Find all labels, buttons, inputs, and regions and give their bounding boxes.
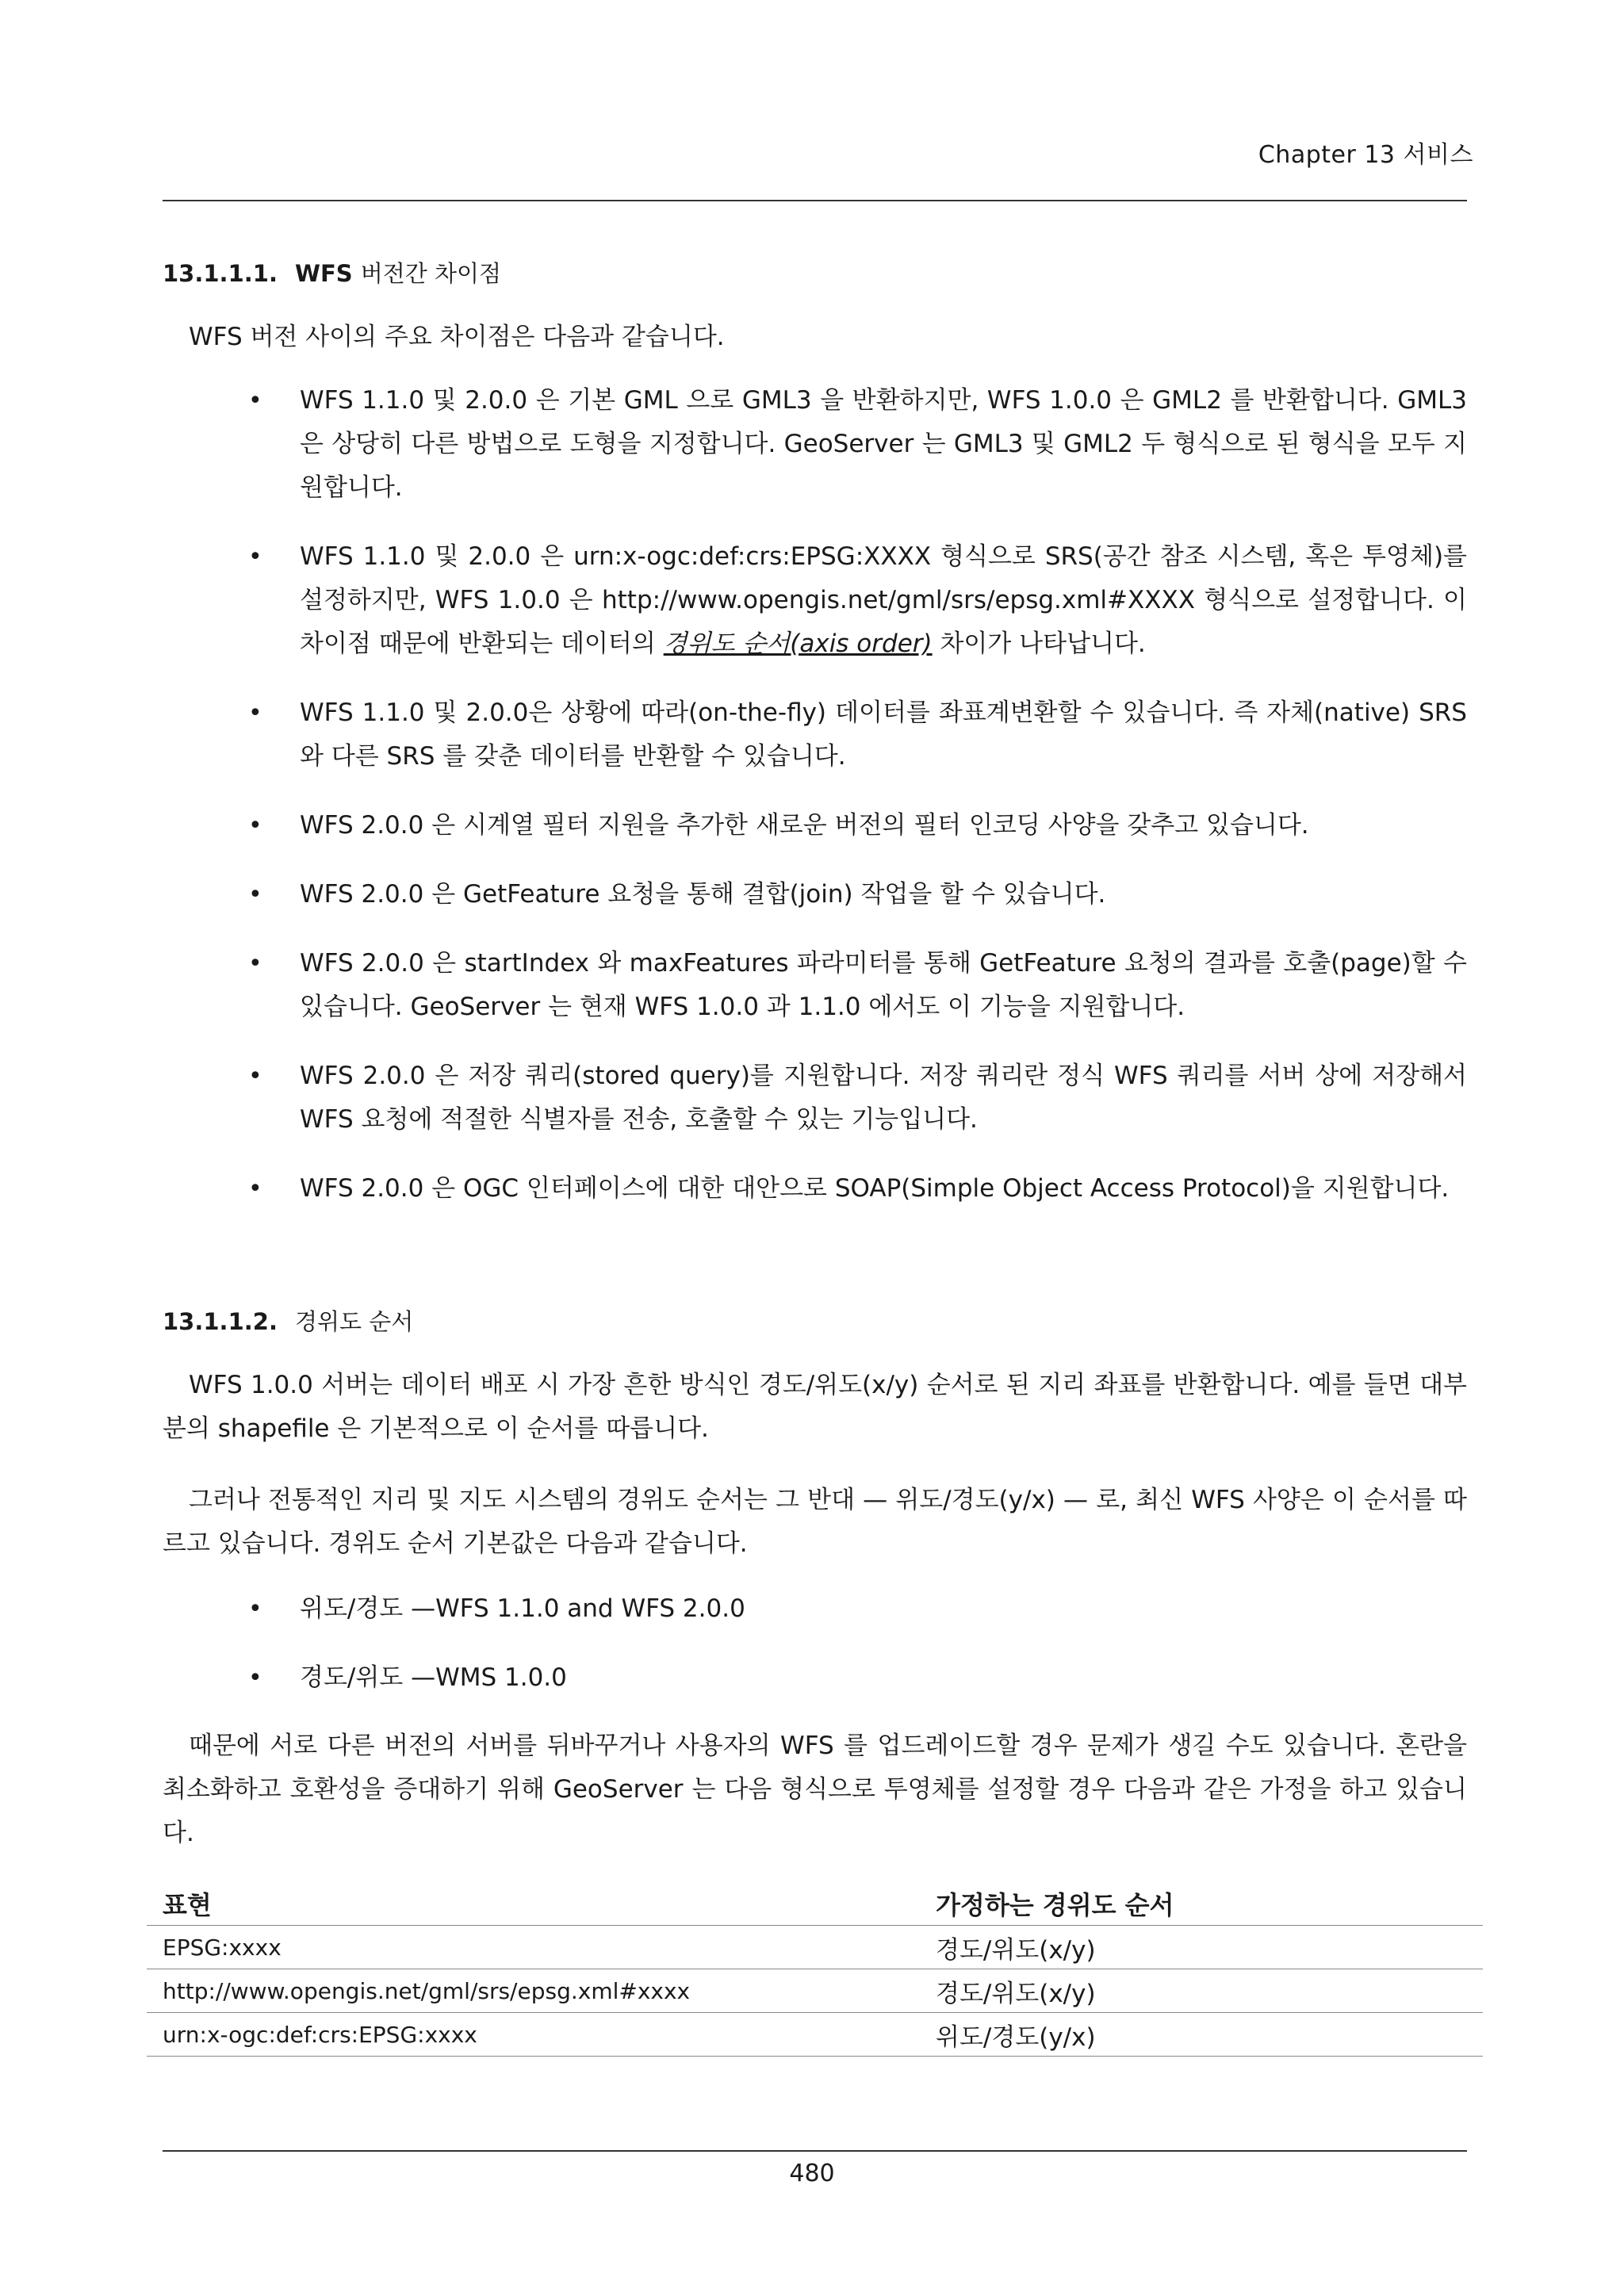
table-row [147,1969,1483,2013]
bullet-icon: • [248,543,262,571]
paragraph: 그러나 전통적인 지리 및 지도 시스템의 경위도 순서는 그 반대 — 위도/경도(y/x) — 로, 최신 WFS 사양은 이 순서를 따르고 있습니다. 경위도 순서 기본값은 다음과 같습니다. [163,1486,1467,1558]
list-item: • 경도/위도 —WMS 1.0.0 [163,1656,1467,1700]
bullet-icon: • [248,1664,262,1692]
page-number: 480 [789,2160,835,2187]
table-header-row [147,1885,1483,1926]
bullet-icon: • [248,1062,262,1090]
axis-order-table [147,1885,1483,2057]
list-item: • WFS 2.0.0 은 시계열 필터 지원을 추가한 새로운 버전의 필터 인코딩 사양을 갖추고 있습니다. [163,804,1467,848]
running-header: Chapter 13 서비스 [1258,141,1473,169]
list-item: • 위도/경도 —WFS 1.1.0 and WFS 2.0.0 [163,1587,1467,1631]
section-title: 버전간 차이점 [360,260,502,287]
difference-list [163,379,1467,1211]
list-item: • WFS 2.0.0 은 저장 쿼리(stored query)를 지원합니다. 저장 쿼리란 정식 WFS 쿼리를 서버 상에 저장해서 WFS 요청에 적절한 식별자를 전송, 호출할 수 있는 기능입니다. [163,1054,1467,1142]
list-item: • WFS 1.1.0 및 2.0.0 은 기본 GML 으로 GML3 을 반환하지만, WFS 1.0.0 은 GML2 를 반환합니다. GML3 은 상당히 다른 방법으로 도형을 지정합니다. GeoServer 는 GML3 및 GML2 두 형식으로 된 형식을 모두 지원합니다. [163,379,1467,510]
bullet-icon: • [248,1175,262,1203]
table-row [147,1926,1483,1969]
section-heading-2 [163,1304,413,1337]
bullet-icon: • [248,812,262,840]
list-item: • WFS 1.1.0 및 2.0.0 은 urn:x-ogc:def:crs:EPSG:XXXX 형식으로 SRS(공간 참조 시스템, 혹은 투영체)를 설정하지만, WFS 1.0.0 은 http://www.opengis.net/gml/srs/epsg.xml#XXXX 형식으로 설정합니다. 이 차이점 때문에 반환되는 데이터의 경위도 순서(axis order) 차이가 나타납니다. [163,535,1467,666]
paragraph: 때문에 서로 다른 버전의 서버를 뒤바꾸거나 사용자의 WFS 를 업드레이드할 경우 문제가 생길 수도 있습니다. 혼란을 최소화하고 호환성을 증대하기 위해 GeoServer 는 다음 형식으로 투영체를 설정할 경우 다음과 같은 가정을 하고 있습니다. [163,1732,1467,1847]
table-cell: 경도/위도(x/y) [921,1926,1483,1969]
list-item: • WFS 2.0.0 은 startIndex 와 maxFeatures 파라미터를 통해 GetFeature 요청의 결과를 호출(page)할 수 있습니다. GeoServer 는 현재 WFS 1.0.0 과 1.1.0 에서도 이 기능을 지원합니다. [163,942,1467,1029]
table-cell: 경도/위도(x/y) [921,1969,1483,2013]
table-cell: http://www.opengis.net/gml/srs/epsg.xml#xxxx [147,1969,921,2013]
paragraph: WFS 1.0.0 서버는 데이터 배포 시 가장 흔한 방식인 경도/위도(x/y) 순서로 된 지리 좌표를 반환합니다. 예를 들면 대부분의 shapefile 은 기본적으로 이 순서를 따릅니다. [163,1371,1467,1443]
bullet-icon: • [248,1595,262,1623]
table-row [147,2013,1483,2057]
section-number: 13.1.1.1. [163,260,278,287]
header-rule [163,200,1467,201]
footer-rule [163,2150,1467,2152]
section-heading-1 [163,256,501,289]
list-item: • WFS 2.0.0 은 OGC 인터페이스에 대한 대안으로 SOAP(Simple Object Access Protocol)을 지원합니다. [163,1167,1467,1211]
section-title-bold: WFS [294,260,353,287]
table-cell: 위도/경도(y/x) [921,2013,1483,2057]
section-number: 13.1.1.2. [163,1308,278,1335]
list-item: • WFS 2.0.0 은 GetFeature 요청을 통해 결합(join) 작업을 할 수 있습니다. [163,873,1467,916]
section-title: 경위도 순서 [294,1308,414,1335]
bullet-icon: • [248,950,262,978]
column-header: 표현 [147,1885,921,1926]
bullet-icon: • [248,387,262,415]
column-header: 가정하는 경위도 순서 [921,1885,1483,1926]
bullet-icon: • [248,881,262,909]
table-cell: urn:x-ogc:def:crs:EPSG:xxxx [147,2013,921,2057]
section-intro: WFS 버전 사이의 주요 차이점은 다음과 같습니다. [189,323,725,351]
axis-default-list [163,1587,1467,1700]
bullet-icon: • [248,699,262,727]
list-item: • WFS 1.1.0 및 2.0.0은 상황에 따라(on-the-fly) 데이터를 좌표계변환할 수 있습니다. 즉 자체(native) SRS 와 다른 SRS 를 갖춘 데이터를 반환할 수 있습니다. [163,691,1467,779]
axis-order-term: 경위도 순서(axis order) [663,629,933,658]
table-cell: EPSG:xxxx [147,1926,921,1969]
